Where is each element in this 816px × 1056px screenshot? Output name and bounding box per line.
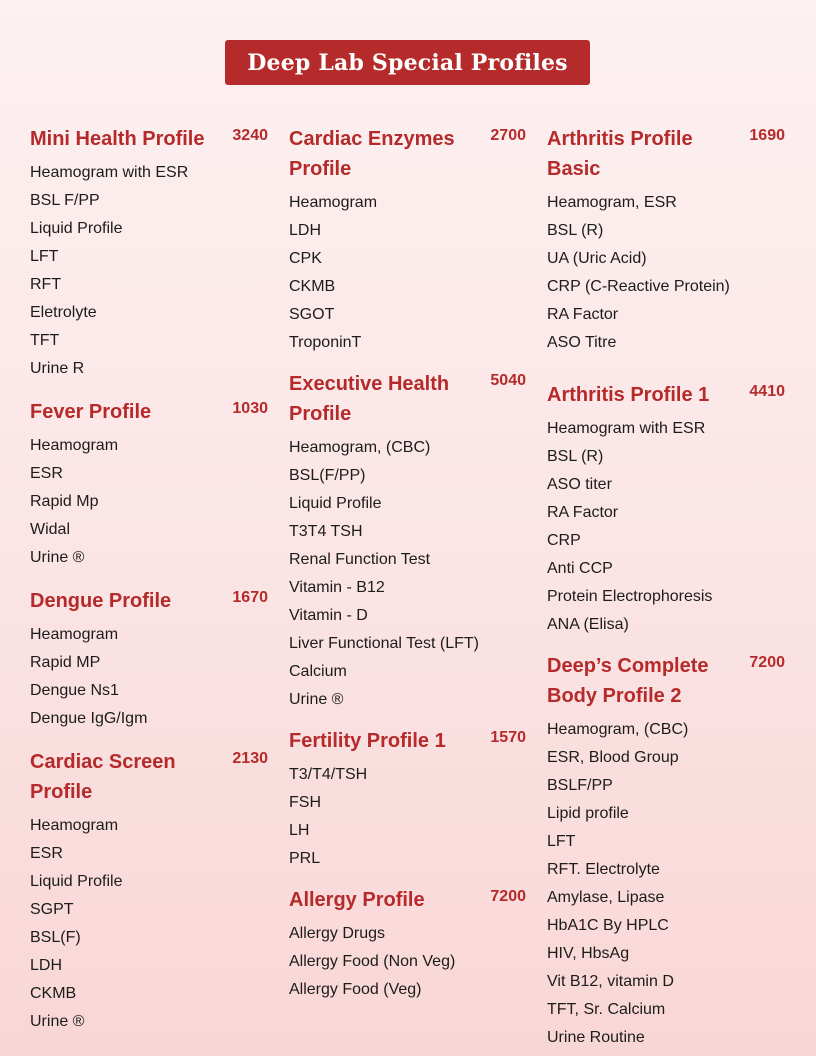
profile-block (289, 885, 526, 1004)
test-item: Heamogram (30, 817, 119, 834)
profile-price: 3240 (232, 127, 268, 144)
profile-header (289, 124, 526, 184)
profile-header (30, 124, 268, 154)
profile-block (289, 726, 526, 873)
profile-block (547, 124, 785, 357)
test-item: Heamogram, (CBC) (289, 439, 431, 456)
column-1 (30, 124, 268, 1036)
profile-price: 1570 (490, 729, 526, 746)
test-item: BSL F/PP (30, 192, 100, 209)
test-item: SGOT (289, 306, 335, 323)
test-item: ASO titer (547, 476, 612, 493)
profile-price: 2700 (490, 127, 526, 144)
test-item: Heamogram, (CBC) (547, 721, 689, 738)
test-item: LH (289, 822, 310, 839)
test-item: Vitamin - B12 (289, 579, 385, 596)
profile-price: 7200 (490, 888, 526, 905)
test-item: Vitamin - D (289, 607, 368, 624)
profile-name: Cardiac Enzymes Profile (289, 128, 455, 180)
profile-price: 7200 (749, 654, 785, 671)
test-list (289, 189, 526, 357)
test-item: Renal Function Test (289, 551, 431, 568)
test-list (289, 761, 526, 873)
profile-block (289, 369, 526, 714)
profile-block (30, 397, 268, 572)
test-item: Vit B12, vitamin D (547, 973, 674, 990)
profile-name: Arthritis Profile Basic (547, 128, 693, 180)
column-2 (289, 124, 526, 1004)
profile-header (30, 586, 268, 616)
test-item: RA Factor (547, 504, 619, 521)
test-item: Liquid Profile (289, 495, 382, 512)
profile-name: Allergy Profile (289, 889, 425, 911)
test-item: Allergy Food (Veg) (289, 981, 422, 998)
test-item: Protein Electrophoresis (547, 588, 713, 605)
test-item: LFT (547, 833, 576, 850)
test-list (30, 621, 268, 733)
test-item: Rapid Mp (30, 493, 99, 510)
test-item: LFT (30, 248, 59, 265)
test-item: CRP (547, 532, 581, 549)
column-3 (547, 124, 785, 1052)
test-item: Dengue IgG/Igm (30, 710, 148, 727)
test-item: RA Factor (547, 306, 619, 323)
test-item: Allergy Drugs (289, 925, 386, 942)
test-item: BSL (R) (547, 222, 604, 239)
test-item: ASO Titre (547, 334, 617, 351)
test-item: CRP (C-Reactive Protein) (547, 278, 730, 295)
test-item: LDH (289, 222, 322, 239)
test-item: Lipid profile (547, 805, 629, 822)
profile-block (547, 651, 785, 1052)
test-item: RFT. Electrolyte (547, 861, 660, 878)
profile-header (289, 885, 526, 915)
test-item: TFT, Sr. Calcium (547, 1001, 666, 1018)
test-list (30, 432, 268, 572)
test-item: LDH (30, 957, 63, 974)
test-item: Calcium (289, 663, 347, 680)
profile-price: 4410 (749, 383, 785, 400)
test-item: Rapid MP (30, 654, 101, 671)
test-item: SGPT (30, 901, 74, 918)
test-item: FSH (289, 794, 321, 811)
test-item: ANA (Elisa) (547, 616, 629, 633)
test-item: TroponinT (289, 334, 362, 351)
profile-header (30, 747, 268, 807)
test-list (289, 434, 526, 714)
profile-header (547, 380, 785, 410)
test-item: Urine R (30, 360, 85, 377)
profile-name: Deep’s Complete Body Profile 2 (547, 655, 709, 707)
test-item: BSL(F/PP) (289, 467, 366, 484)
test-item: UA (Uric Acid) (547, 250, 647, 267)
test-item: Amylase, Lipase (547, 889, 665, 906)
test-item: Urine ® (289, 691, 344, 708)
test-item: CKMB (30, 985, 77, 1002)
test-list (547, 716, 785, 1052)
test-item: T3T4 TSH (289, 523, 363, 540)
profile-price: 5040 (490, 372, 526, 389)
test-list (30, 159, 268, 383)
test-item: Liquid Profile (30, 220, 123, 237)
profile-block (30, 586, 268, 733)
test-item: BSLF/PP (547, 777, 613, 794)
test-item: Widal (30, 521, 71, 538)
test-item: ESR (30, 465, 63, 482)
page-title: Deep Lab Special Profiles (247, 49, 568, 76)
profile-name: Fever Profile (30, 401, 152, 423)
test-item: ESR, Blood Group (547, 749, 679, 766)
test-item: Urine ® (30, 549, 85, 566)
profile-header (547, 651, 785, 711)
test-item: Heamogram (30, 626, 119, 643)
test-item: Dengue Ns1 (30, 682, 119, 699)
test-item: TFT (30, 332, 60, 349)
profile-block (289, 124, 526, 357)
test-item: Heamogram (289, 194, 378, 211)
profile-header (30, 397, 268, 427)
test-item: PRL (289, 850, 321, 867)
test-list (547, 189, 785, 357)
title-banner (225, 40, 590, 85)
test-list (30, 812, 268, 1036)
profile-header (547, 124, 785, 184)
test-item: ESR (30, 845, 63, 862)
test-item: Urine Routine (547, 1029, 645, 1046)
test-item: Urine ® (30, 1013, 85, 1030)
test-item: Heamogram with ESR (30, 164, 189, 181)
test-item: HIV, HbsAg (547, 945, 630, 962)
profile-block (547, 380, 785, 639)
test-list (547, 415, 785, 639)
test-item: Liver Functional Test (LFT) (289, 635, 479, 652)
profile-name: Arthritis Profile 1 (547, 384, 710, 406)
test-item: HbA1C By HPLC (547, 917, 669, 934)
profile-price: 1030 (232, 400, 268, 417)
profile-name: Dengue Profile (30, 590, 172, 612)
profile-block (30, 124, 268, 383)
profile-price: 2130 (232, 750, 268, 767)
profile-block (30, 747, 268, 1036)
test-item: Anti CCP (547, 560, 613, 577)
profile-name: Mini Health Profile (30, 128, 205, 150)
profile-name: Fertility Profile 1 (289, 730, 446, 752)
test-item: RFT (30, 276, 62, 293)
test-item: Heamogram with ESR (547, 420, 706, 437)
test-item: CKMB (289, 278, 336, 295)
profile-header (289, 369, 526, 429)
test-item: T3/T4/TSH (289, 766, 368, 783)
test-item: Heamogram, ESR (547, 194, 677, 211)
test-item: Allergy Food (Non Veg) (289, 953, 456, 970)
test-item: Liquid Profile (30, 873, 123, 890)
test-item: Heamogram (30, 437, 119, 454)
profile-name: Executive Health Profile (289, 373, 450, 425)
profile-name: Cardiac Screen Profile (30, 751, 176, 803)
test-item: CPK (289, 250, 322, 267)
test-list (289, 920, 526, 1004)
test-item: BSL(F) (30, 929, 81, 946)
profile-price: 1670 (232, 589, 268, 606)
test-item: Eletrolyte (30, 304, 97, 321)
profile-price: 1690 (749, 127, 785, 144)
profile-header (289, 726, 526, 756)
test-item: BSL (R) (547, 448, 604, 465)
